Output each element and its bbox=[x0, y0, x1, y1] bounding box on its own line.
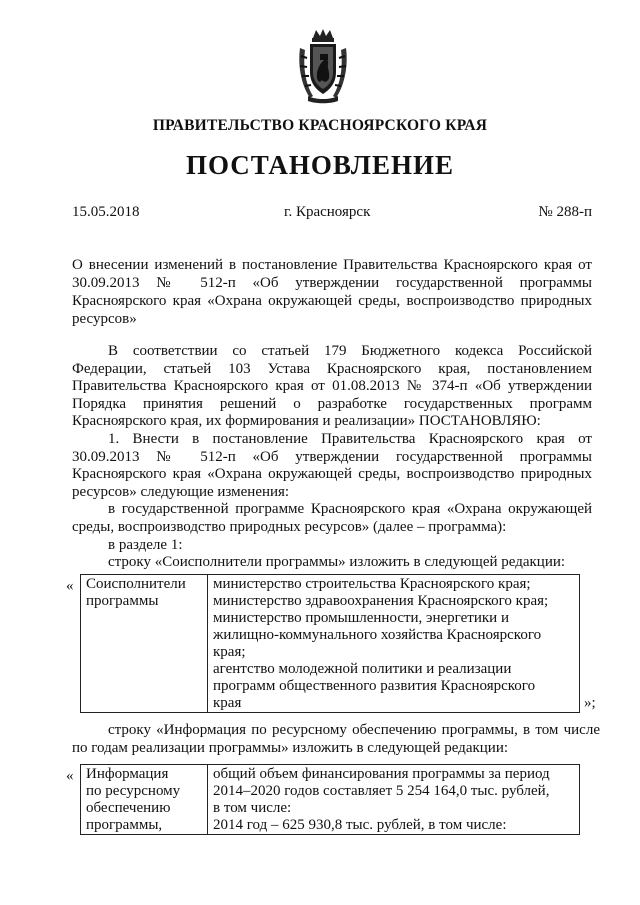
paragraph-resources-instruction: строку «Информация по ресурсному обеспечению программы, в том числе по годам реализации программы» изложить в следующей редакции: bbox=[72, 722, 600, 756]
co-executor-line: министерство промышленности, энергетики и bbox=[213, 610, 509, 626]
document-subject: О внесении изменений в постановление Правительства Красноярского края от 30.09.2013 № 512-п «Об утверждении государственной программы Красноярского края «Охрана окружающей среды, воспроизводство природных ресурсов» bbox=[72, 257, 592, 327]
co-executor-line: края; bbox=[213, 644, 246, 660]
paragraph-row-instruction: строку «Соисполнители программы» изложить в следующей редакции: bbox=[108, 554, 566, 571]
table1-close-quote: »; bbox=[584, 695, 596, 711]
resources-line: в том числе: bbox=[213, 800, 292, 816]
co-executor-line: министерство строительства Красноярского края; bbox=[213, 576, 531, 592]
resources-label-line: обеспечению bbox=[86, 800, 171, 816]
resources-label-line: по ресурсному bbox=[86, 783, 181, 799]
government-name: ПРАВИТЕЛЬСТВО КРАСНОЯРСКОГО КРАЯ bbox=[152, 117, 488, 134]
table2-open-quote: « bbox=[66, 768, 74, 784]
document-date: 15.05.2018 bbox=[72, 204, 140, 220]
coat-of-arms-icon bbox=[296, 28, 350, 104]
paragraph-section: в разделе 1: bbox=[108, 536, 183, 553]
resources-content bbox=[208, 765, 580, 835]
resources-line: 2014–2020 годов составляет 5 254 164,0 тыс. рублей, bbox=[213, 783, 550, 799]
co-executor-line: агентство молодежной политики и реализации bbox=[213, 661, 512, 677]
document-body bbox=[72, 343, 592, 572]
document-type: ПОСТАНОВЛЕНИЕ bbox=[185, 150, 455, 180]
resources-line: 2014 год – 625 930,8 тыс. рублей, в том числе: bbox=[213, 817, 507, 833]
document-city: г. Красноярск bbox=[284, 204, 371, 220]
co-executor-line: программ общественного развития Красноярского bbox=[213, 678, 536, 694]
co-executors-table bbox=[80, 574, 580, 713]
co-executor-line: края bbox=[213, 695, 242, 711]
document-number: № 288-п bbox=[538, 204, 592, 220]
paragraph-preamble: В соответствии со статьей 179 Бюджетного кодекса Российской Федерации, статьей 103 Устава Красноярского края, постановлением Правительства Красноярского края от 01.08.2013 № 374-п «Об утверждении Порядка принятия решений о разработке государственных программ Красноярского края, их формирования и реализации» ПОСТАНОВЛЯЮ: bbox=[72, 343, 592, 430]
resources-table bbox=[80, 764, 580, 835]
paragraph-program: в государственной программе Красноярского края «Охрана окружающей среды, воспроизводство природных ресурсов» (далее – программа): bbox=[72, 501, 592, 535]
co-executor-line: жилищно-коммунального хозяйства Красноярского bbox=[213, 627, 542, 643]
co-executors-list bbox=[208, 575, 580, 713]
co-executors-label: Соисполнители программы bbox=[81, 575, 208, 713]
paragraph-item-1: 1. Внести в постановление Правительства Красноярского края от 30.09.2013 № 512-п «Об утверждении государственной программы Красноярского края «Охрана окружающей среды, воспроизводство природных ресурсов» следующие изменения: bbox=[72, 430, 592, 500]
resources-label-line: Информация bbox=[86, 766, 169, 782]
co-executor-line: министерство здравоохранения Красноярского края; bbox=[213, 593, 549, 609]
document-meta bbox=[72, 204, 592, 221]
resources-line: общий объем финансирования программы за период bbox=[213, 766, 550, 782]
resources-label-line: программы, bbox=[86, 817, 163, 833]
table1-open-quote: « bbox=[66, 578, 74, 594]
resources-label bbox=[81, 765, 208, 835]
